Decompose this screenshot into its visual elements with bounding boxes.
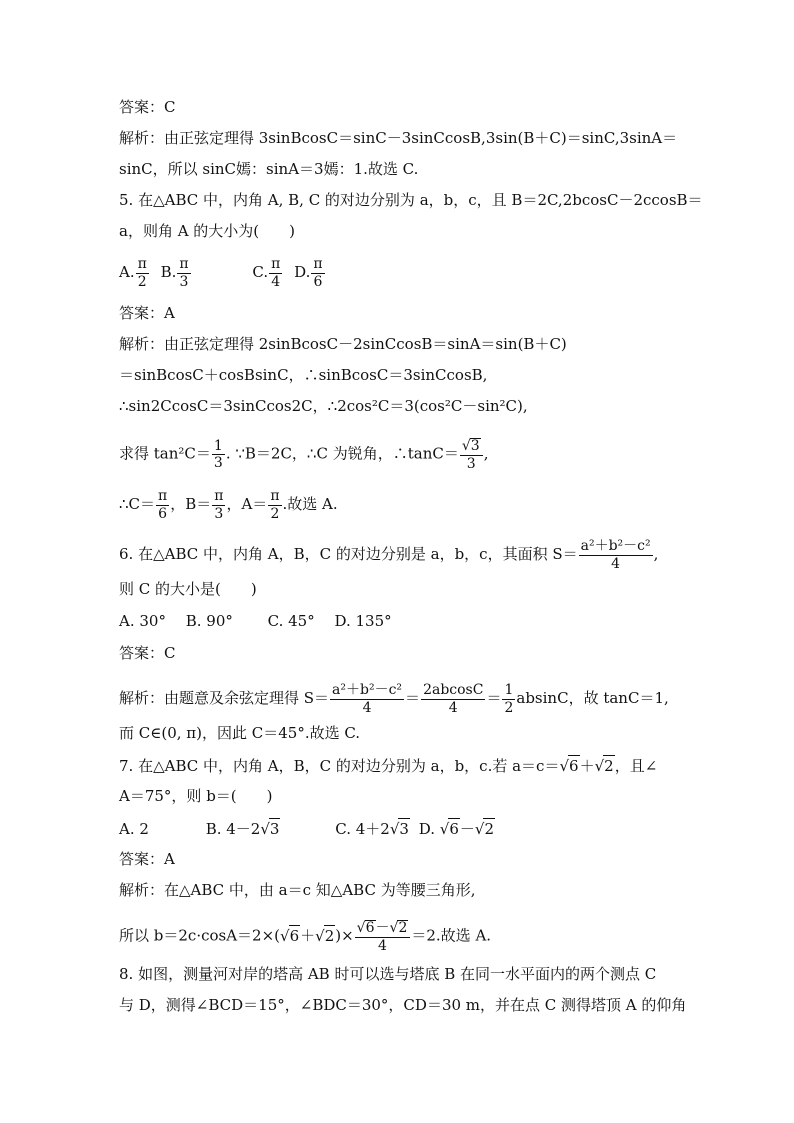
question-5-line-1: 5. 在△ABC 中，内角 A, B, C 的对边分别为 a，b，c，且 B＝2C,2bcosC－2ccosB＝ (119, 191, 703, 209)
option-d-label: D. (294, 263, 311, 282)
question-7-line-1: 7. 在△ABC 中，内角 A，B，C 的对边分别为 a，b，c.若 a＝c＝√6＋√2，且∠ (119, 757, 658, 775)
option-a-label: A. (119, 263, 135, 282)
solution-line-q4-2: sinC，所以 sinC嫣：sinA＝3嫣：1.故选 C. (119, 160, 419, 178)
solution-line-q6-2: 而 C∈(0, π)，因此 C＝45°.故选 C. (119, 724, 361, 742)
solution-line-q6-1: 解析：由题意及余弦定理得 S＝ $\frac{\text{a²＋b²－c²}}{4}$ ＝ $\frac{2abcosC}{4}$ ＝ $\frac{1}{2}$ absinC，故 tanC＝1, (119, 682, 669, 716)
answer-line-q7: 答案：A (119, 850, 175, 868)
solution-line-q4-1: 解析：由正弦定理得 3sinBcosC＝sinC－3sinCcosB,3sin(B＋C)＝sinC,3sinA＝ (119, 129, 678, 147)
question-6-line-2: 则 C 的大小是( ) (119, 580, 257, 598)
fraction-root3-over-3: $\frac{√3}{3}$ (460, 438, 483, 471)
option-d-fraction: $\frac{\pi}{6}$ (313, 256, 323, 290)
question-6-line-1: 6. 在△ABC 中，内角 A，B，C 的对边分别是 a，b，c，其面积 S＝ $\frac{\text{a²＋b²－c²}}{4}$ , (119, 538, 659, 572)
question-7-options: A. 2 B. 4－2√3 C. 4＋2√3 D. √6－√2 (119, 820, 494, 838)
question-5-options (119, 257, 326, 289)
solution-line-q5-4: 求得 tan²C＝ $\frac{1}{3}$ . ∵B＝2C，∴C 为锐角，∴tanC＝ $\frac{√3}{3}$ , (119, 437, 489, 472)
option-b-label: B. (160, 263, 177, 282)
solution-line-q7-1: 解析：在△ABC 中，由 a＝c 知△ABC 为等腰三角形, (119, 881, 476, 899)
answer-line-q5: 答案：A (119, 304, 175, 322)
area-fraction: $\frac{\text{a²＋b²－c²}}{4}$ (580, 538, 651, 572)
solution-line-q5-2: ＝sinBcosC＋cosBsinC，∴sinBcosC＝3sinCcosB, (119, 366, 488, 384)
option-c-fraction: $\frac{\pi}{4}$ (271, 256, 281, 290)
solution-line-q5-5: ∴C＝ $\frac{\pi}{6}$ ，B＝ $\frac{\pi}{3}$ ，A＝ $\frac{\pi}{2}$ .故选 A. (119, 488, 338, 522)
question-8-line-2: 与 D，测得∠BCD＝15°，∠BDC＝30°，CD＝30 m，并在点 C 测得塔顶 A 的仰角 (119, 996, 687, 1014)
solution-line-q7-2: 所以 b＝2c·cosA＝2×(√6＋√2)× $\frac{√6-√2}{4}$ ＝2.故选 A. (119, 920, 492, 954)
question-5-line-2: a，则角 A 的大小为( ) (119, 222, 296, 240)
option-a-fraction: $\frac{\pi}{2}$ (137, 256, 147, 290)
solution-line-q5-1: 解析：由正弦定理得 2sinBcosC－2sinCcosB＝sinA＝sin(B＋C) (119, 335, 567, 353)
question-8-line-1: 8. 如图，测量河对岸的塔高 AB 时可以选与塔底 B 在同一水平面内的两个测点 C (119, 965, 657, 983)
answer-line-q6: 答案：C (119, 644, 176, 662)
question-6-options: A. 30° B. 90° C. 45° D. 135° (119, 612, 392, 630)
answer-line-q4: 答案：C (119, 98, 176, 116)
option-c-label: C. (252, 263, 269, 282)
question-7-line-2: A＝75°，则 b＝( ) (119, 787, 273, 805)
solution-line-q5-3: ∴sin2CcosC＝3sinCcos2C，∴2cos²C＝3(cos²C－sin²C), (119, 397, 528, 415)
option-b-fraction: $\frac{\pi}{3}$ (179, 256, 189, 290)
fraction-one-third: $\frac{1}{3}$ (213, 437, 223, 472)
